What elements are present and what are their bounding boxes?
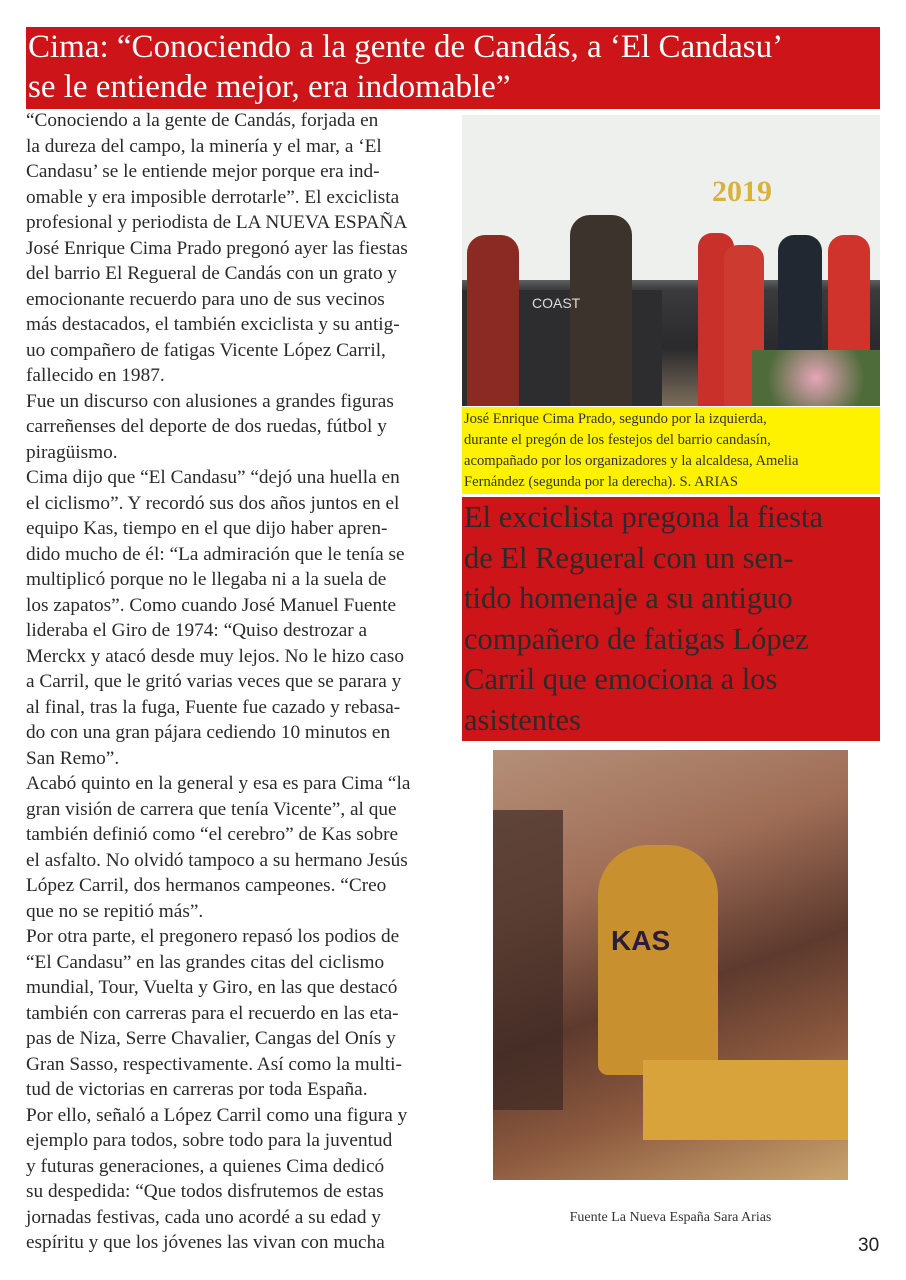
body-line: fallecido en 1987. [26,365,165,386]
photo-credit: Fuente La Nueva España Sara Arias [569,1210,772,1225]
photo-caption [462,407,880,494]
banner-2019: 2019 [712,175,772,208]
body-line: uo compañero de fatigas Vicente López Carril, [26,339,386,361]
body-line: ejemplo para todos, sobre todo para la juventud [26,1130,393,1151]
body-line: San Remo”. [26,747,120,769]
subheadline [462,497,880,741]
caption-line: durante el pregón de los festejos del barrio candasín, [464,432,771,448]
event-photo [462,115,880,406]
body-line: espíritu y que los jóvenes las vivan con mucha [26,1232,385,1253]
body-line: también con carreras para el recuerdo en las eta- [26,1002,399,1024]
body-line: el asfalto. No olvidó tampoco a su hermano Jesús [26,849,408,871]
body-line: Acabó quinto en la general y esa es para Cima “la [26,773,411,794]
body-line: “Conociendo a la gente de Candás, forjada en [26,110,379,131]
body-line: mundial, Tour, Vuelta y Giro, en las que destacó [26,977,398,998]
body-line: do con una gran pájara cediendo 10 minutos en [26,722,391,743]
body-line: a Carril, que le gritó varias veces que se parara y [26,671,402,692]
body-line: Por ello, señaló a López Carril como una figura y [26,1104,408,1126]
body-line: emocionante recuerdo para uno de sus vecinos [26,288,385,310]
caption-line: José Enrique Cima Prado, segundo por la izquierda, [464,411,767,427]
subhead-line: Carril que emociona a los [464,662,778,696]
page-number: 30 [858,1235,880,1256]
subhead-line: de El Regueral con un sen- [464,540,794,575]
body-line: equipo Kas, tiempo en el que dijo haber apren- [26,518,388,539]
body-line: Fue un discurso con alusiones a grandes figuras [26,390,394,412]
article-body [26,108,446,1256]
jersey-text: KAS [611,925,671,956]
body-line: José Enrique Cima Prado pregonó ayer las fiestas [26,237,408,259]
body-line: gran visión de carrera que tenía Vicente”, al que [26,798,397,820]
body-line: también definió como “el cerebro” de Kas sobre [26,824,399,845]
body-line: Candasu’ se le entiende mejor porque era ind- [26,161,380,182]
body-line: piragüismo. [26,441,118,463]
body-line: jornadas festivas, cada uno acordé a su edad y [26,1206,381,1228]
body-line: al final, tras la fuga, Fuente fue cazado y rebasa- [26,696,401,718]
body-line: López Carril, dos hermanos campeones. “Creo [26,875,387,896]
subhead-line: El exciclista pregona la fiesta [464,500,824,534]
body-line: la dureza del campo, la minería y el mar, a ‘El [26,135,382,157]
subhead-line: compañero de fatigas López [464,621,809,656]
body-line: pas de Niza, Serre Chavalier, Cangas del Onís y [26,1028,396,1049]
flowers [752,350,880,406]
body-line: que no se repitió más”. [26,900,204,922]
body-line: “El Candasu” en las grandes citas del ciclismo [26,951,385,973]
archive-cyclist-photo [493,750,848,1180]
body-line: y futuras generaciones, a quienes Cima dedicó [26,1155,385,1177]
body-line: Gran Sasso, respectivamente. Así como la multi- [26,1053,402,1075]
caption-line: Fernández (segunda por la derecha). S. ARIAS [464,474,738,490]
body-line: los zapatos”. Como cuando José Manuel Fuente [26,594,397,616]
banner [643,1060,848,1140]
person [467,235,519,406]
body-line: del barrio El Regueral de Candás con un grato y [26,263,398,284]
body-line: Por otra parte, el pregonero repasó los podios de [26,926,400,947]
body-line: lideraba el Giro de 1974: “Quiso destrozar a [26,620,368,641]
caption-line: acompañado por los organizadores y la alcaldesa, Amelia [464,453,799,469]
headline-line: se le entiende mejor, era indomable” [28,69,511,105]
subhead-line: asistentes [464,702,581,737]
body-line: dido mucho de él: “La admiración que le tenía se [26,543,405,565]
cyclist [598,845,718,1075]
body-line: tud de victorias en carreras por toda España. [26,1079,368,1100]
body-line: profesional y periodista de LA NUEVA ESPAÑA [26,212,408,233]
body-line: Merckx y atacó desde muy lejos. No le hizo caso [26,645,405,667]
body-line: el ciclismo”. Y recordó sus dos años juntos en el [26,492,400,514]
body-line: omable y era imposible derrotarle”. El exciclista [26,186,400,208]
body-line: Cima dijo que “El Candasu” “dejó una huella en [26,467,400,488]
crowd [493,810,563,1110]
body-line: multiplicó porque no le llegaba ni a la suela de [26,569,387,590]
headline-line: Cima: “Conociendo a la gente de Candás, a ‘El Candasu’ [28,29,784,65]
article-headline [26,27,880,109]
subhead-line: tido homenaje a su antiguo [464,581,793,615]
body-line: carreñenses del deporte de dos ruedas, fútbol y [26,416,387,437]
body-line: más destacados, el también exciclista y su antig- [26,314,400,335]
body-line: su despedida: “Que todos disfrutemos de estas [26,1181,384,1202]
stage-sign: COAST [532,295,581,311]
